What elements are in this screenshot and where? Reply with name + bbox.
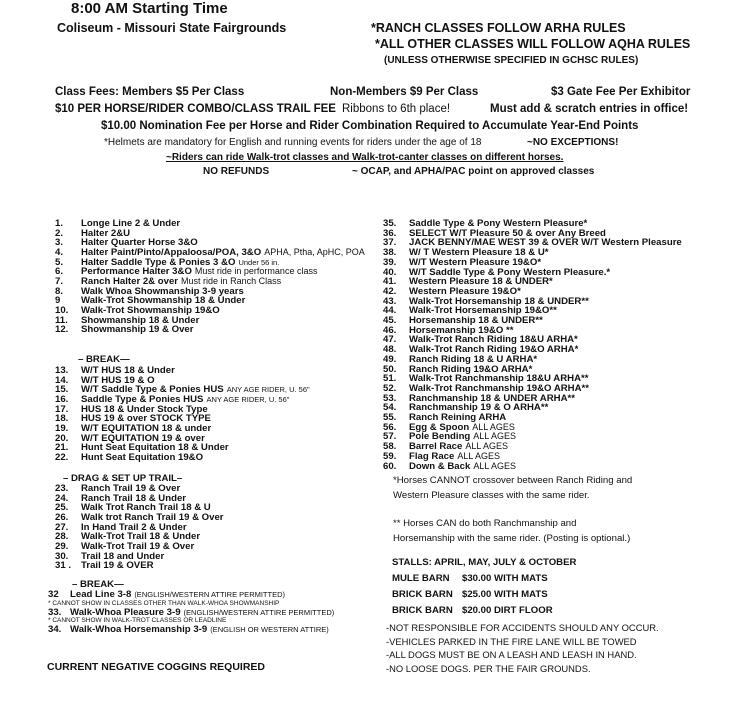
class-row: 47. Walk-Trot Ranch Riding 18&U ARHA* [383,334,578,346]
ribbons-note: Ribbons to 6th place! [342,103,451,115]
class-row: 29. Walk-Trot Trail 19 & Over [55,540,195,552]
nomination-fee: $10.00 Nomination Fee per Horse and Rider Combination Required to Accumulate Year-End Points [101,120,639,132]
non-member-fee: Non-Members $9 Per Class [330,86,479,98]
class-row: 43. Walk-Trot Horsemanship 18 & UNDER** [383,295,589,307]
class-row: 50. Ranch Riding 19&O ARHA* [383,363,533,375]
class-row: 10. Walk-Trot Showmanship 19&O [55,304,220,316]
class-row: 6. Performance Halter 3&O Must ride in performance class [55,266,318,278]
class-row: 42. Western Pleasure 19&O* [383,285,521,297]
break-label-1: – BREAK— [78,354,130,365]
left-class-list-2 [55,366,310,463]
class-row: 46. Horsemanship 19&O ** [383,324,514,336]
class-row: 49. Ranch Riding 18 & U ARHA* [383,353,538,365]
class-row: 17. HUS 18 & Under Stock Type [55,403,208,415]
class-row: 57. Pole Bending ALL AGES [383,431,516,443]
left-class-list-4 [48,590,334,635]
class-row: 24. Ranch Trail 18 & Under [55,492,187,504]
class-row: 18. HUS 19 & over STOCK TYPE [55,413,211,425]
class-row: 39. W/T Western Pleasure 19&O* [383,256,542,268]
class-row: 54. Ranchmanship 19 & O ARHA** [383,402,549,414]
class-row: 51. Walk-Trot Ranchmanship 18&U ARHA** [383,373,589,385]
class-row: 53. Ranchmanship 18 & UNDER ARHA** [383,392,575,404]
left-class-list-1 [55,219,365,335]
ranchmanship-note: ** Horses CAN do both Ranchmanship and Horsemanship with the same rider. (Posting is optional.) [393,518,631,544]
class-row: 22. Hunt Seat Equitation 19&O [55,451,204,463]
member-fee: Class Fees: Members $5 Per Class [55,86,245,98]
class-row: 2. Halter 2&U [55,227,131,239]
rule-item: -VEHICLES PARKED IN THE FIRE LANE WILL BE TOWED [386,635,637,647]
class-row: 1. Longe Line 2 & Under [55,218,181,229]
combo-fee: $10 PER HORSE/RIDER COMBO/CLASS TRAIL FEE [55,103,336,115]
class-row: 20. W/T EQUITATION 19 & over [55,432,205,444]
right-class-list [383,219,682,471]
class-row: 45. Horsemanship 18 & UNDER** [383,315,543,327]
grounds-rules [386,621,659,675]
class-row: 48. Walk-Trot Ranch Riding 19&O ARHA* [383,344,579,356]
class-row: 7. Ranch Halter 2& over Must ride in Ranch Class [55,275,282,287]
rule-item: -ALL DOGS MUST BE ON A LEASH AND LEASH IN HAND. [386,649,637,660]
class-row: 32 Lead Line 3-8 (ENGLISH/WESTERN ATTIRE PERMITTED) [48,589,286,600]
class-row: 4. Halter Paint/Pinto/Appaloosa/POA, 3&O APHA, Ptha, ApHC, POA [55,246,365,258]
class-row: 41. Western Pleasure 18 & UNDER* [383,276,553,288]
class-row: 35. Saddle Type & Pony Western Pleasure* [383,218,588,229]
class-row: 19. W/T EQUITATION 18 & under [55,422,212,434]
class-row: 16. Saddle Type & Ponies HUS ANY AGE RIDER, U. 56" [55,393,290,405]
riders-note: ~Riders can ride Walk-trot classes and Walk-trot-canter classes on different horses. [166,152,564,163]
class-row: 33. Walk-Whoa Pleasure 3-9 (ENGLISH/WESTERN ATTIRE PERMITTED) [48,606,335,618]
stalls-title: STALLS: APRIL, MAY, JULY & OCTOBER [392,557,577,568]
left-class-list-3 [55,484,224,571]
stall-row: BRICK BARN $20.00 DIRT FLOOR [392,605,553,616]
class-row: 26. Walk trot Ranch Trail 19 & Over [55,511,224,523]
class-row: 14. W/T HUS 19 & O [55,374,155,386]
class-row: 23. Ranch Trail 19 & Over [55,483,181,494]
break-label-2: – DRAG & SET UP TRAIL– [63,473,183,484]
ranch-rules: *RANCH CLASSES FOLLOW ARHA RULES [371,21,626,35]
class-row: 9 Walk-Trot Showmanship 18 & Under [55,295,246,307]
class-sub-note: * CANNOT SHOW IN WALK-TROT CLASSES OR LEADLINE [48,617,227,625]
class-row: 25. Walk Trot Ranch Trail 18 & U [55,502,211,514]
no-refunds: NO REFUNDS [203,166,270,177]
class-row: 28. Walk-Trot Trail 18 & Under [55,531,201,543]
no-exceptions: ~NO EXCEPTIONS! [527,137,619,148]
class-row: 27. In Hand Trail 2 & Under [55,521,187,533]
location: Coliseum - Missouri State Fairgrounds [57,21,287,35]
rule-item: -NO LOOSE DOGS. PER THE FAIR GROUNDS. [386,662,591,674]
class-row: 44. Walk-Trot Horsemanship 19&O** [383,305,557,317]
class-row: 59. Flag Race ALL AGES [383,450,501,462]
class-row: 36. SELECT W/T Pleasure 50 & over Any Breed [383,227,606,239]
class-row: 31 . Trail 19 & OVER [55,560,154,572]
rule-item: -NOT RESPONSIBLE FOR ACCIDENTS SHOULD ANY OCCUR. [386,622,659,633]
class-row: 12. Showmanship 19 & Over [55,324,194,336]
class-row: 30. Trail 18 and Under [55,550,165,562]
entries-note: Must add & scratch entries in office! [490,103,689,115]
ocap-note: ~ OCAP, and APHA/PAC point on approved classes [352,166,595,177]
coggins-note: CURRENT NEGATIVE COGGINS REQUIRED [47,661,265,673]
gchsc-note: (UNLESS OTHERWISE SPECIFIED IN GCHSC RULES) [384,55,639,66]
aqha-rules: *ALL OTHER CLASSES WILL FOLLOW AQHA RULES [375,37,691,51]
class-row: 21. Hunt Seat Equitation 18 & Under [55,442,229,454]
gate-fee: $3 Gate Fee Per Exhibitor [551,86,691,98]
class-row: 5. Halter Saddle Type & Ponies 3 &O Under 56 in. [55,256,280,268]
start-time: 8:00 AM Starting Time [71,0,228,17]
class-row: 34. Walk-Whoa Horsemanship 3-9 (ENGLISH OR WESTERN ATTIRE) [48,624,329,636]
class-row: 55. Ranch Reining ARHA [383,412,507,424]
class-row: 38. W/ T Western Pleasure 18 & U* [383,247,549,259]
stall-row: BRICK BARN $25.00 WITH MATS [392,589,548,600]
class-row: 3. Halter Quarter Horse 3&O [55,237,198,249]
class-sub-note: * CANNOT SHOW IN CLASSES OTHER THAN WALK-WHOA SHOWMANSHIP [48,599,280,607]
class-row: 56. Egg & Spoon ALL AGES [383,421,515,433]
crossover-note: *Horses CANNOT crossover between Ranch Riding and Western Pleasure classes with the same rider. [393,475,633,501]
class-row: 37. JACK BENNY/MAE WEST 39 & OVER W/T Western Pleasure [383,237,682,249]
class-row: 58. Barrel Race ALL AGES [383,441,509,453]
class-row: 60. Down & Back ALL AGES [383,460,517,472]
class-row: 40. W/T Saddle Type & Pony Western Pleasure.* [383,266,611,278]
class-row: 13. W/T HUS 18 & Under [55,365,175,376]
class-row: 15. W/T Saddle Type & Ponies HUS ANY AGE RIDER, U. 56" [55,384,310,396]
helmet-note: *Helmets are mandatory for English and running events for riders under the age of 18 [104,137,482,148]
stall-row: MULE BARN $30.00 WITH MATS [392,573,548,584]
class-row: 8. Walk Whoa Showmanship 3-9 years [55,285,244,297]
stalls-section [392,555,576,619]
class-row: 52. Walk-Trot Ranchmanship 19&O ARHA** [383,382,589,394]
class-row: 11. Showmanship 18 & Under [55,314,200,326]
break-label-3: – BREAK— [72,579,124,590]
